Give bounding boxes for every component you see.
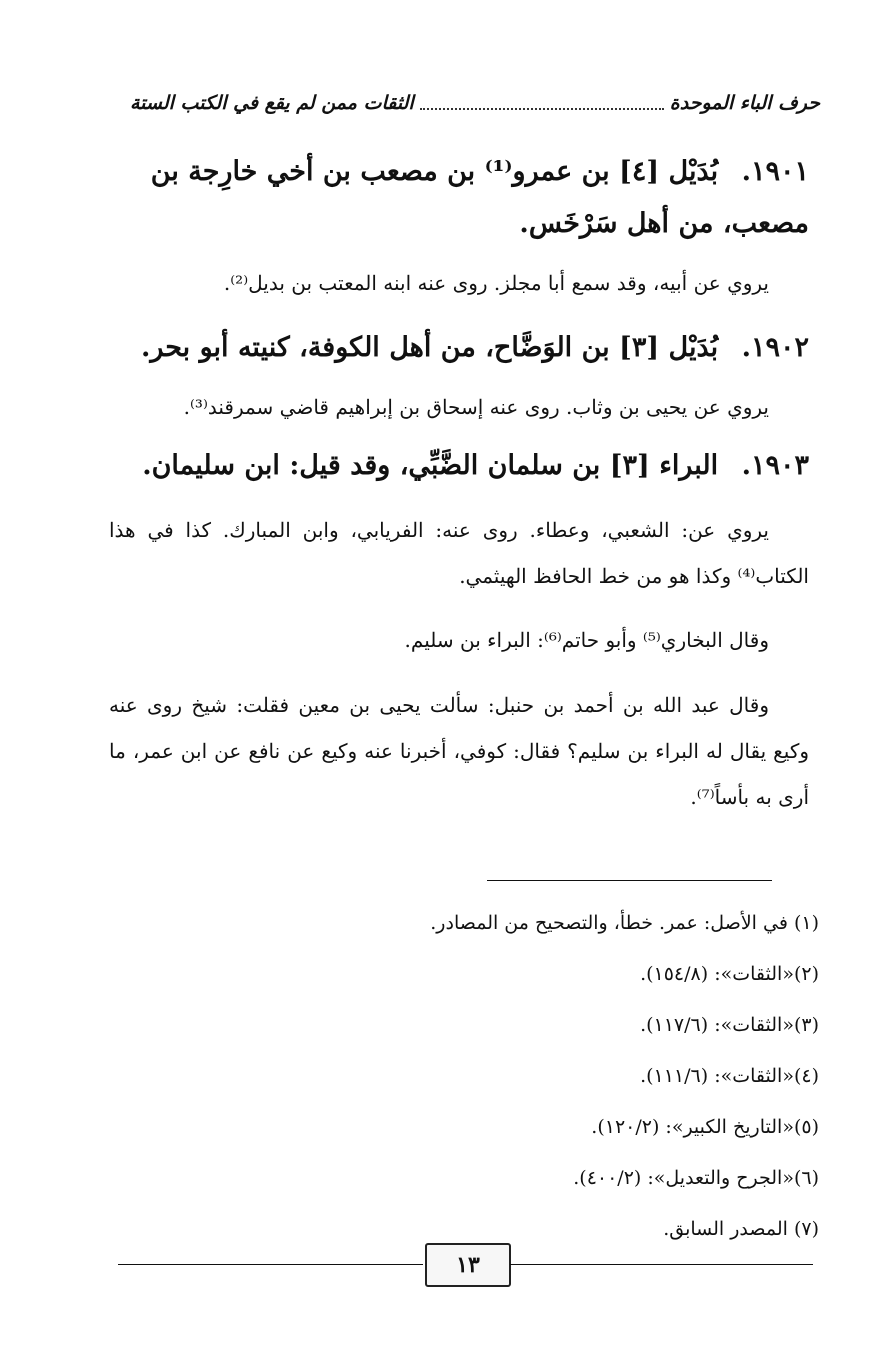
- header-chapter: حرف الباء الموحدة: [669, 92, 820, 114]
- footnote-7: (٧) المصدر السابق.: [663, 1218, 819, 1240]
- entry-1901-title: [109, 146, 809, 250]
- footnote-6: (٦)«الجرح والتعديل»: (٤٠٠/٢).: [573, 1167, 819, 1189]
- footnote-1: (١) في الأصل: عمر. خطأ، والتصحيح من المصادر.: [430, 912, 819, 934]
- footer-rule-right: [510, 1264, 813, 1265]
- footer-rule-left: [118, 1264, 423, 1265]
- entry-1902-paragraph: يروي عن يحيى بن وثاب. روى عنه إسحاق بن إبراهيم قاضي سمرقند⁽³⁾.: [183, 395, 769, 419]
- footnote-5: (٥)«التاريخ الكبير»: (١٢٠/٢).: [591, 1116, 819, 1138]
- entry-1902-title: [109, 322, 809, 374]
- entry-1903-paragraph-1: يروي عن: الشعبي، وعطاء. روى عنه: الفريابي، وابن المبارك. كذا في هذا الكتاب⁽⁴⁾ وكذا هو من خط الحافظ الهيثمي.: [109, 518, 809, 588]
- entry-1901-paragraph: يروي عن أبيه، وقد سمع أبا مجلز. روى عنه ابنه المعتب بن بديل⁽²⁾.: [223, 271, 769, 295]
- entry-heading: بُدَيْل [٤] بن عمرو⁽¹⁾ بن مصعب بن أخي خارِجة بن مصعب، من أهل سَرْخَس.: [150, 156, 809, 239]
- entry-1903-title: [109, 440, 809, 492]
- entry-heading: بُدَيْل [٣] بن الوَضَّاح، من أهل الكوفة، كنيته أبو بحر.: [140, 332, 719, 363]
- footnote-4: (٤)«الثقات»: (١١١/٦).: [640, 1065, 819, 1087]
- header-book-title: الثقات ممن لم يقع في الكتب الستة: [130, 92, 414, 114]
- entry-number: ١٩٠٣.: [741, 450, 809, 481]
- running-header: [130, 88, 820, 118]
- footnote-3: (٣)«الثقات»: (١١٧/٦).: [640, 1014, 819, 1036]
- footnotes: [99, 898, 819, 1255]
- header-dots: [420, 96, 664, 110]
- entry-1903-paragraph-3: وقال عبد الله بن أحمد بن حنبل: سألت يحيى بن معين فقلت: شيخ روى عنه وكيع يقال له البراء بن سليم؟ فقال: كوفي، أخبرنا عنه وكيع عن نافع عن ابن عمر، ما أرى به بأساً⁽⁷⁾.: [109, 693, 809, 809]
- footnote-2: (٢)«الثقات»: (١٥٤/٨).: [640, 963, 819, 985]
- entry-number: ١٩٠٢.: [741, 332, 809, 363]
- entry-1903-paragraph-2: وقال البخاري⁽⁵⁾ وأبو حاتم⁽⁶⁾: البراء بن سليم.: [404, 628, 769, 652]
- entry-number: ١٩٠١.: [741, 156, 809, 187]
- entry-heading: البراء [٣] بن سلمان الضَّبِّي، وقد قيل: ابن سليمان.: [142, 450, 719, 481]
- footnote-separator: [487, 880, 772, 881]
- page-number: ١٣: [425, 1243, 511, 1287]
